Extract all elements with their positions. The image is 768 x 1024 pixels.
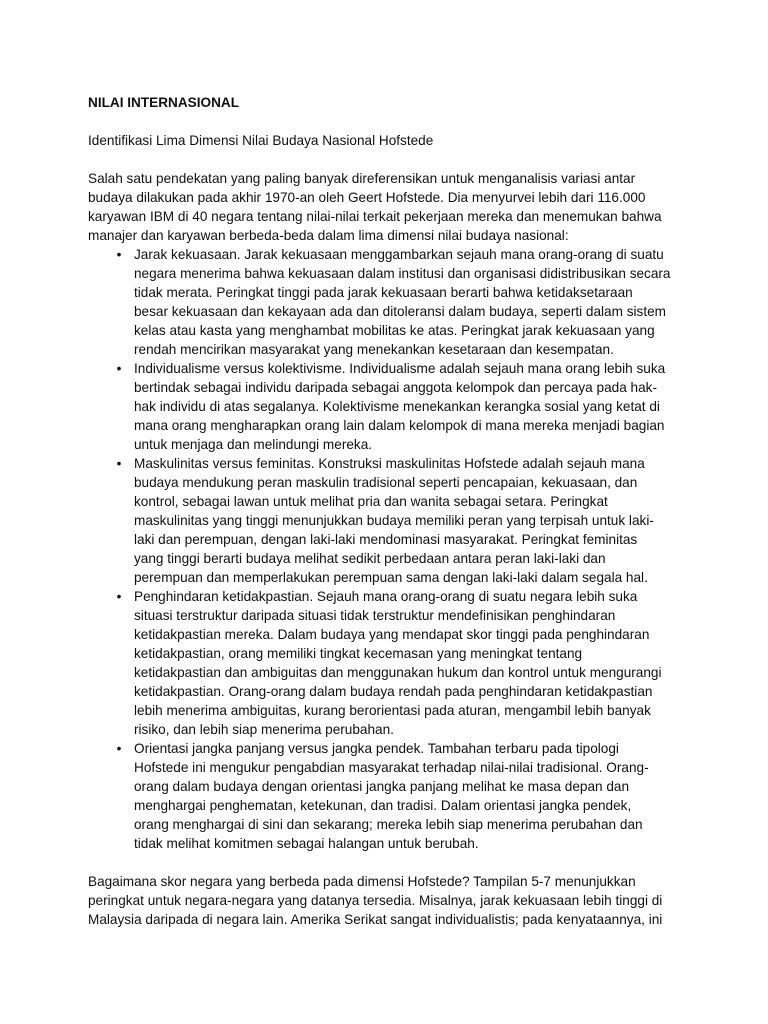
- list-item-line: hak individu di atas segalanya. Kolektivisme menekankan kerangka sosial yang ketat di: [134, 399, 660, 414]
- list-item-line: ketidakpastian, orang memiliki tingkat kecemasan yang meningkat tentang: [134, 646, 583, 661]
- document-page: [88, 93, 688, 929]
- list-item-line: kelas atau kasta yang menghambat mobilitas ke atas. Peringkat jarak kekuasaan yang: [134, 323, 655, 338]
- document-subtitle: Identifikasi Lima Dimensi Nilai Budaya Nasional Hofstede: [88, 133, 434, 148]
- bullet-icon: •: [116, 741, 122, 756]
- list-item-line: Orientasi jangka panjang versus jangka pendek. Tambahan terbaru pada tipologi: [134, 741, 619, 756]
- list-item-line: Individualisme versus kolektivisme. Individualisme adalah sejauh mana orang lebih suka: [134, 361, 666, 376]
- document-heading: NILAI INTERNASIONAL: [88, 95, 240, 110]
- list-item-line: negara menerima bahwa kekuasaan dalam institusi dan organisasi didistribusikan secara: [134, 266, 671, 281]
- list-item-line: kontrol, sebagai lawan untuk melihat pria dan wanita sebagai setara. Peringkat: [134, 494, 608, 509]
- closing-line: Bagaimana skor negara yang berbeda pada dimensi Hofstede? Tampilan 5-7 menunjukkan: [88, 874, 636, 889]
- list-item-masculinity: [88, 454, 688, 587]
- list-item-line: tidak merata. Peringkat tinggi pada jarak kekuasaan berarti bahwa ketidaksetaraan: [134, 285, 633, 300]
- list-item-individualism: [88, 359, 688, 454]
- list-item-line: mana orang mengharapkan orang lain dalam kelompok di mana mereka menjadi bagian: [134, 418, 665, 433]
- intro-line: manajer dan karyawan berbeda-beda dalam lima dimensi nilai budaya nasional:: [88, 228, 569, 243]
- intro-line: Salah satu pendekatan yang paling banyak direferensikan untuk menganalisis variasi antar: [88, 171, 636, 186]
- list-item-power-distance: [88, 245, 688, 359]
- list-item-line: besar kekuasaan dan kekayaan ada dan ditoleransi dalam budaya, seperti dalam sistem: [134, 304, 666, 319]
- list-item-line: ketidakpastian mereka. Dalam budaya yang mendapat skor tinggi pada penghindaran: [134, 627, 650, 642]
- bullet-icon: •: [116, 589, 122, 604]
- intro-paragraph: [88, 169, 688, 245]
- list-item-line: risiko, dan lebih siap menerima perubahan.: [134, 722, 394, 737]
- list-item-line: perempuan dan memperlakukan perempuan sama dengan laki-laki dalam segala hal.: [134, 570, 648, 585]
- list-item-line: tidak melihat komitmen sebagai halangan untuk berubah.: [134, 836, 479, 851]
- list-item-line: yang tinggi berarti budaya melihat sedikit perbedaan antara peran laki-laki dan: [134, 551, 606, 566]
- list-item-line: menghargai penghematan, ketekunan, dan tradisi. Dalam orientasi jangka pendek,: [134, 798, 632, 813]
- bullet-icon: •: [116, 361, 122, 376]
- list-item-line: Penghindaran ketidakpastian. Sejauh mana orang-orang di suatu negara lebih suka: [134, 589, 638, 604]
- list-item-line: untuk menjaga dan melindungi mereka.: [134, 437, 373, 452]
- closing-line: peringkat untuk negara-negara yang datanya tersedia. Misalnya, jarak kekuasaan lebih tinggi di: [88, 893, 663, 908]
- list-item-line: budaya mendukung peran maskulin tradisional seperti pencapaian, kekuasaan, dan: [134, 475, 638, 490]
- list-item-line: Maskulinitas versus feminitas. Konstruksi maskulinitas Hofstede adalah sejauh mana: [134, 456, 645, 471]
- list-item-line: lebih menerima ambiguitas, kurang berorientasi pada aturan, mengambil lebih banyak: [134, 703, 651, 718]
- list-item-line: situasi terstruktur daripada situasi tidak terstruktur mendefinisikan penghindaran: [134, 608, 616, 623]
- list-item-line: Jarak kekuasaan. Jarak kekuasaan menggambarkan sejauh mana orang-orang di suatu: [134, 247, 664, 262]
- list-item-line: rendah mencirikan masyarakat yang menekankan kesetaraan dan kesempatan.: [134, 342, 614, 357]
- list-item-line: ketidakpastian dan ambiguitas dan menggunakan hukum dan kontrol untuk mengurangi: [134, 665, 662, 680]
- list-item-line: maskulinitas yang tinggi menunjukkan budaya memiliki peran yang terpisah untuk laki-: [134, 513, 654, 528]
- list-item-line: orang menghargai di sini dan sekarang; mereka lebih siap menerima perubahan dan: [134, 817, 643, 832]
- closing-line: Malaysia daripada di negara lain. Amerika Serikat sangat individualistis; pada kenyataannya, ini: [88, 912, 663, 927]
- bullet-icon: •: [116, 456, 122, 471]
- list-item-line: orang dalam budaya dengan orientasi jangka panjang melihat ke masa depan dan: [134, 779, 630, 794]
- list-item-line: ketidakpastian. Orang-orang dalam budaya rendah pada penghindaran ketidakpastian: [134, 684, 653, 699]
- closing-paragraph: [88, 872, 688, 929]
- list-item-line: bertindak sebagai individu daripada sebagai anggota kelompok dan percaya pada hak-: [134, 380, 657, 395]
- dimensions-list: [88, 245, 688, 853]
- intro-line: budaya dilakukan pada akhir 1970-an oleh Geert Hofstede. Dia menyurvei lebih dari 116.000: [88, 190, 646, 205]
- bullet-icon: •: [116, 247, 122, 262]
- list-item-uncertainty-avoidance: [88, 587, 688, 739]
- intro-line: karyawan IBM di 40 negara tentang nilai-nilai terkait pekerjaan mereka dan menemukan bahwa: [88, 209, 662, 224]
- list-item-line: laki dan perempuan, dengan laki-laki mendominasi masyarakat. Peringkat feminitas: [134, 532, 638, 547]
- list-item-line: Hofstede ini mengukur pengabdian masyarakat terhadap nilai-nilai tradisional. Orang-: [134, 760, 649, 775]
- list-item-long-term-orientation: [88, 739, 688, 853]
